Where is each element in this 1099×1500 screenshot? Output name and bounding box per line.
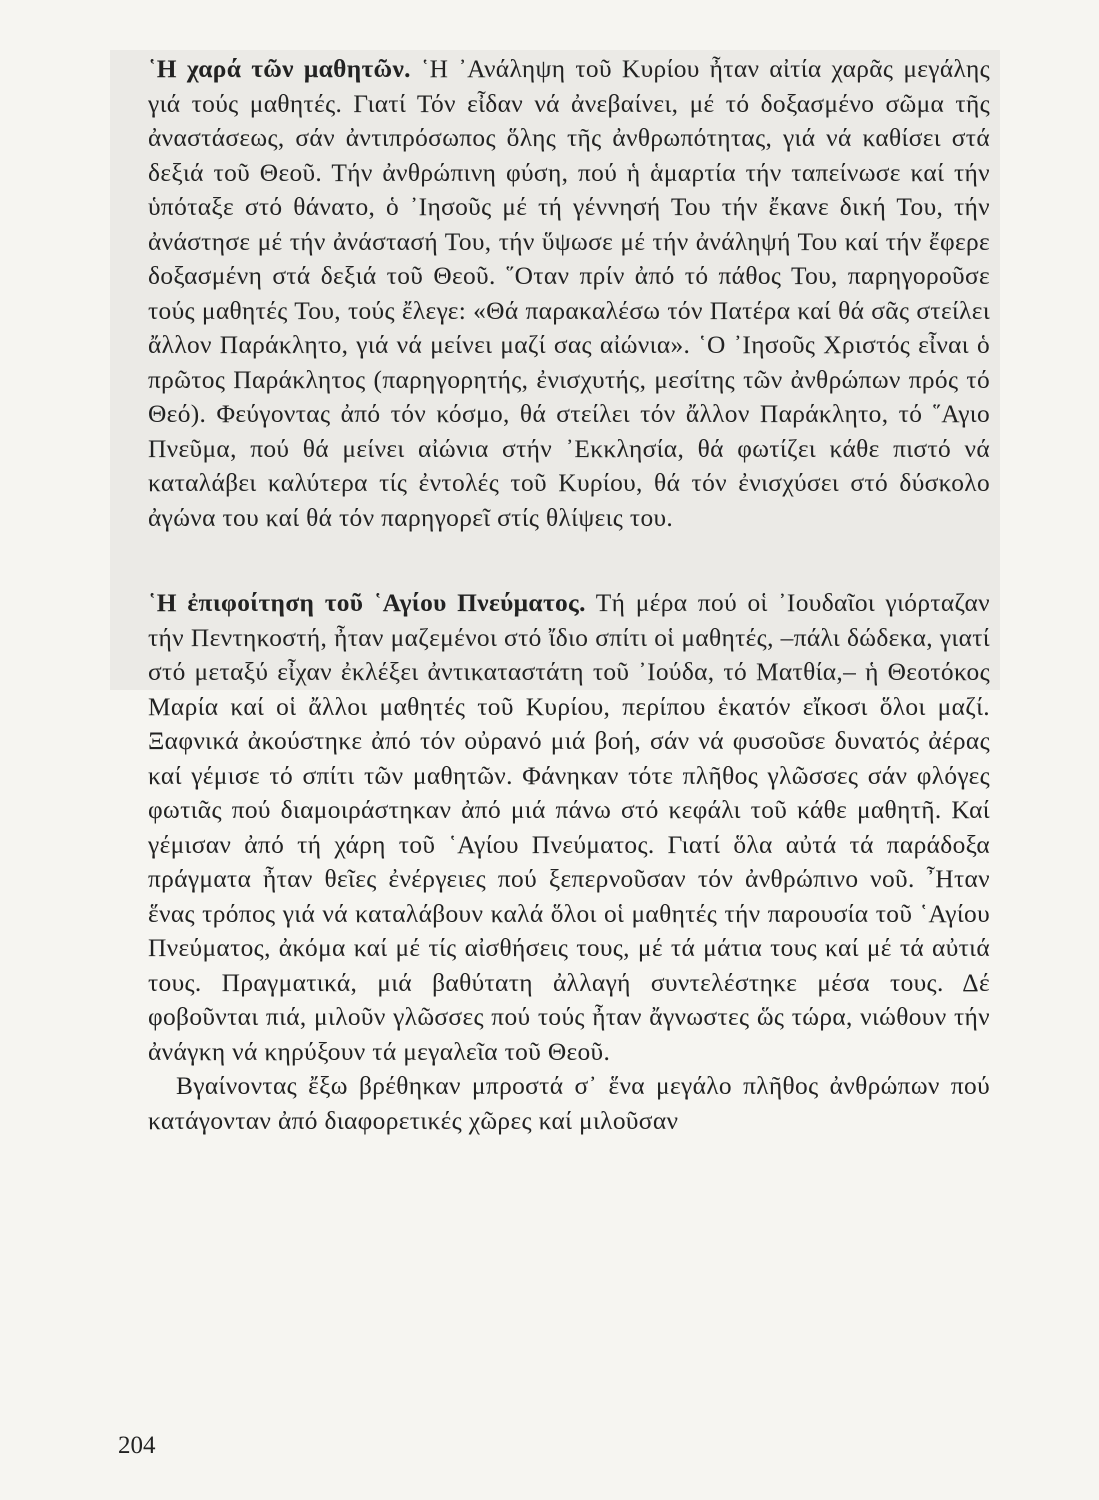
paragraph-going-out: [148, 1069, 990, 1138]
paragraph-body: Τή μέρα πού οἱ ᾿Ιουδαῖοι γιόρταζαν τήν Πεντηκοστή, ἦταν μαζεμένοι στό ἴδιο σπίτι οἱ μαθητές, –πάλι δώδεκα, γιατί στό μεταξύ εἶχαν ἐκλέξει ἀντικαταστάτη τοῦ ᾿Ιούδα, τό Ματθία,– ἡ Θεοτόκος Μαρία καί οἱ ἄλλοι μαθητές τοῦ Κυρίου, περίπου ἑκατόν εἴκοσι ὅλοι μαζί. Ξαφνικά ἀκούστηκε ἀπό τόν οὐρανό μιά βοή, σάν νά φυσοῦσε δυνατός ἀέρας καί γέμισε τό σπίτι τῶν μαθητῶν. Φάνηκαν τότε πλῆθος γλῶσσες σάν φλόγες φωτιᾶς πού διαμοιράστηκαν ἀπό μιά πάνω στό κεφάλι τοῦ κάθε μαθητῆ. Καί γέμισαν ἀπό τή χάρη τοῦ ῾Αγίου Πνεύματος. Γιατί ὅλα αὐτά τά παράδοξα πράγματα ἦταν θεῖες ἐνέργειες πού ξεπερνοῦσαν τόν ἀνθρώπινο νοῦ. ῏Ηταν ἕνας τρόπος γιά νά καταλάβουν καλά ὅλοι οἱ μαθητές τήν παρουσία τοῦ ῾Αγίου Πνεύματος, ἀκόμα καί μέ τίς αἰσθήσεις τους, μέ τά μάτια τους καί μέ τά αὐτιά τους. Πραγματικά, μιά βαθύτατη ἀλλαγή συντελέστηκε μέσα τους. Δέ φοβοῦνται πιά, μιλοῦν γλῶσσες πού τούς ἦταν ἄγνωστες ὥς τώρα, νιώθουν τήν ἀνάγκη νά κηρύξουν τά μεγαλεῖα τοῦ Θεοῦ.: [148, 589, 990, 1066]
section-spacer: [148, 535, 990, 586]
page-number: 204: [118, 1432, 156, 1459]
page-text-column: [148, 52, 990, 1138]
paragraph-body: Βγαίνοντας ἔξω βρέθηκαν μπροστά σ᾿ ἕνα μεγάλο πλῆθος ἀνθρώπων πού κατάγονταν ἀπό διαφορετικές χῶρες καί μιλοῦσαν: [148, 1072, 990, 1135]
heading-joy-of-disciples: ῾Η χαρά τῶν μαθητῶν.: [148, 55, 411, 83]
paragraph-body: ῾Η ᾿Ανάληψη τοῦ Κυρίου ἦταν αἰτία χαρᾶς μεγάλης γιά τούς μαθητές. Γιατί Τόν εἶδαν νά ἀνεβαίνει, μέ τό δοξασμένο σῶμα τῆς ἀναστάσεως, σάν ἀντιπρόσωπος ὅλης τῆς ἀνθρωπότητας, γιά νά καθίσει στά δεξιά τοῦ Θεοῦ. Τήν ἀνθρώπινη φύση, πού ἡ ἁμαρτία τήν ταπείνωσε καί τήν ὑπόταξε στό θάνατο, ὁ ᾿Ιησοῦς μέ τή γέννησή Του τήν ἔκανε δική Του, τήν ἀνάστησε μέ τήν ἀνάστασή Του, τήν ὕψωσε μέ τήν ἀνάληψή Του καί τήν ἔφερε δοξασμένη στά δεξιά τοῦ Θεοῦ. ῞Οταν πρίν ἀπό τό πάθος Του, παρηγοροῦσε τούς μαθητές Του, τούς ἔλεγε: «Θά παρακαλέσω τόν Πατέρα καί θά σᾶς στείλει ἄλλον Παράκλητο, γιά νά μείνει μαζί σας αἰώνια». ῾Ο ᾿Ιησοῦς Χριστός εἶναι ὁ πρῶτος Παράκλητος (παρηγορητής, ἐνισχυτής, μεσίτης τῶν ἀνθρώπων πρός τό Θεό). Φεύγοντας ἀπό τόν κόσμο, θά στείλει τόν ἄλλον Παράκλητο, τό ῞Αγιο Πνεῦμα, πού θά μείνει αἰώνια στήν ᾿Εκκλησία, θά φωτίζει κάθε πιστό νά καταλάβει καλύτερα τίς ἐντολές τοῦ Κυρίου, θά τόν ἐνισχύσει στό δύσκολο ἀγώνα του καί θά τόν παρηγορεῖ στίς θλίψεις του.: [148, 55, 990, 532]
paragraph-descent-of-holy-spirit: [148, 586, 990, 1069]
paragraph-joy-of-disciples: [148, 52, 990, 535]
heading-descent-of-holy-spirit: ῾Η ἐπιφοίτηση τοῦ ῾Αγίου Πνεύματος.: [148, 589, 586, 617]
